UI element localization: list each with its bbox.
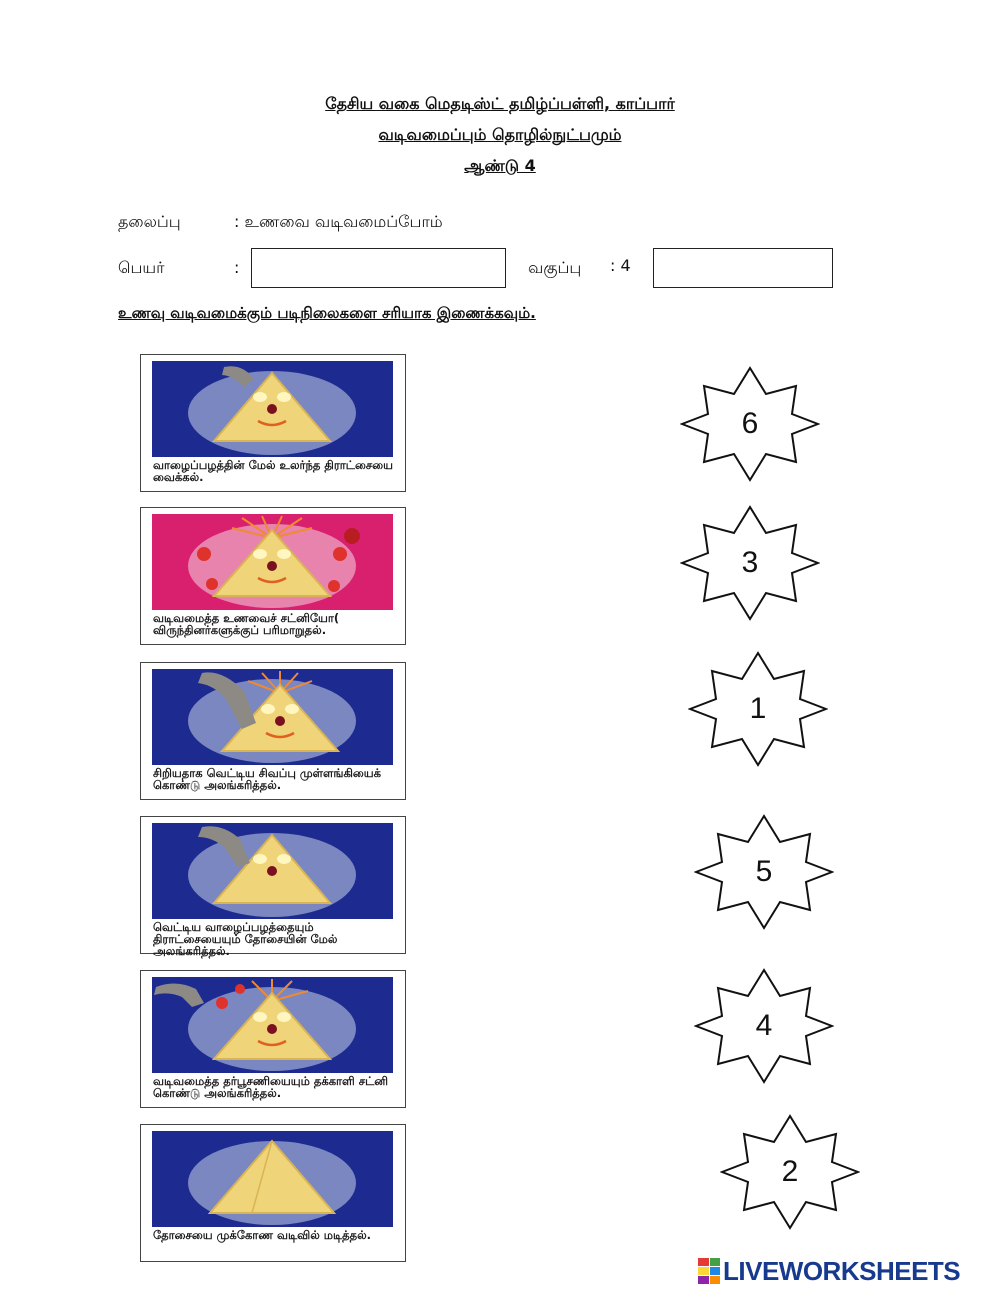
dosa-illustration	[152, 1131, 393, 1227]
step-photo-3	[152, 669, 393, 765]
class-input[interactable]	[653, 248, 833, 288]
step-caption-6: தோசையை முக்கோண வடிவில் மடித்தல்.	[153, 1228, 372, 1242]
step-card-3[interactable]	[140, 662, 406, 800]
step-card-1[interactable]	[140, 354, 406, 492]
step-photo-6	[152, 1131, 393, 1227]
star-number-1: 6	[741, 407, 759, 440]
year-title: ஆண்டு 4	[464, 156, 536, 175]
name-label: பெயர்	[118, 258, 165, 277]
star-answer-4[interactable]	[694, 814, 834, 930]
star-answer-2[interactable]	[680, 505, 820, 621]
star-number-3: 1	[749, 692, 767, 725]
step-card-4[interactable]	[140, 816, 406, 958]
instruction: உணவு வடிவமைக்கும் படிநிலைகளை சரியாக இணைக்கவும்.	[118, 304, 536, 322]
step-caption-2: வடிவமைத்த உணவைச் சட்னியோ( விருந்தினர்களுக்குப் பரிமாறுதல்.	[153, 611, 340, 637]
star-number-6: 2	[781, 1155, 799, 1188]
dosa-illustration	[152, 514, 393, 610]
subject-title: வடிவமைப்பும் தொழில்நுட்பமும்	[378, 125, 622, 144]
step-photo-4	[152, 823, 393, 919]
step-caption-1: வாழைப்பழத்தின் மேல் உலர்ந்த திராட்சையை வைக்கல்.	[153, 458, 393, 484]
step-card-6[interactable]	[140, 1124, 406, 1262]
star-answer-6[interactable]	[720, 1114, 860, 1230]
school-name: தேசிய வகை மெதடிஸ்ட் தமிழ்ப்பள்ளி, காப்பார்	[325, 94, 675, 113]
dosa-illustration	[152, 977, 393, 1073]
step-photo-1	[152, 361, 393, 457]
step-card-5[interactable]	[140, 970, 406, 1108]
dosa-illustration	[152, 669, 393, 765]
step-photo-5	[152, 977, 393, 1073]
star-answer-1[interactable]	[680, 366, 820, 482]
step-caption-4: வெட்டிய வாழைப்பழத்தையும் திராட்சையையும் தோசையின் மேல் அலங்கரித்தல்.	[153, 920, 338, 958]
star-number-4: 5	[755, 855, 773, 888]
topic-label: தலைப்பு	[118, 212, 181, 231]
step-caption-3: சிறியதாக வெட்டிய சிவப்பு முள்ளங்கியைக் கொண்டு அலங்கரித்தல்.	[153, 766, 381, 792]
step-photo-2	[152, 514, 393, 610]
logo-text: LIVEWORKSHEETS	[723, 1255, 961, 1286]
star-answer-3[interactable]	[688, 651, 828, 767]
star-number-5: 4	[755, 1009, 773, 1042]
step-card-2[interactable]	[140, 507, 406, 645]
step-caption-5: வடிவமைத்த தர்பூசணியையும் தக்காளி சட்னி கொண்டு அலங்கரித்தல்.	[153, 1074, 389, 1100]
name-colon: :	[234, 258, 240, 277]
star-answer-5[interactable]	[694, 968, 834, 1084]
class-label: வகுப்பு	[528, 258, 582, 277]
liveworksheets-logo	[698, 1256, 960, 1286]
dosa-illustration	[152, 361, 393, 457]
liveworksheets-mark-icon	[698, 1258, 720, 1284]
dosa-illustration	[152, 823, 393, 919]
name-input[interactable]	[251, 248, 506, 288]
star-number-2: 3	[741, 546, 759, 579]
topic-value: : உணவை வடிவமைப்போம்	[234, 212, 443, 231]
class-value: : 4	[610, 256, 631, 275]
